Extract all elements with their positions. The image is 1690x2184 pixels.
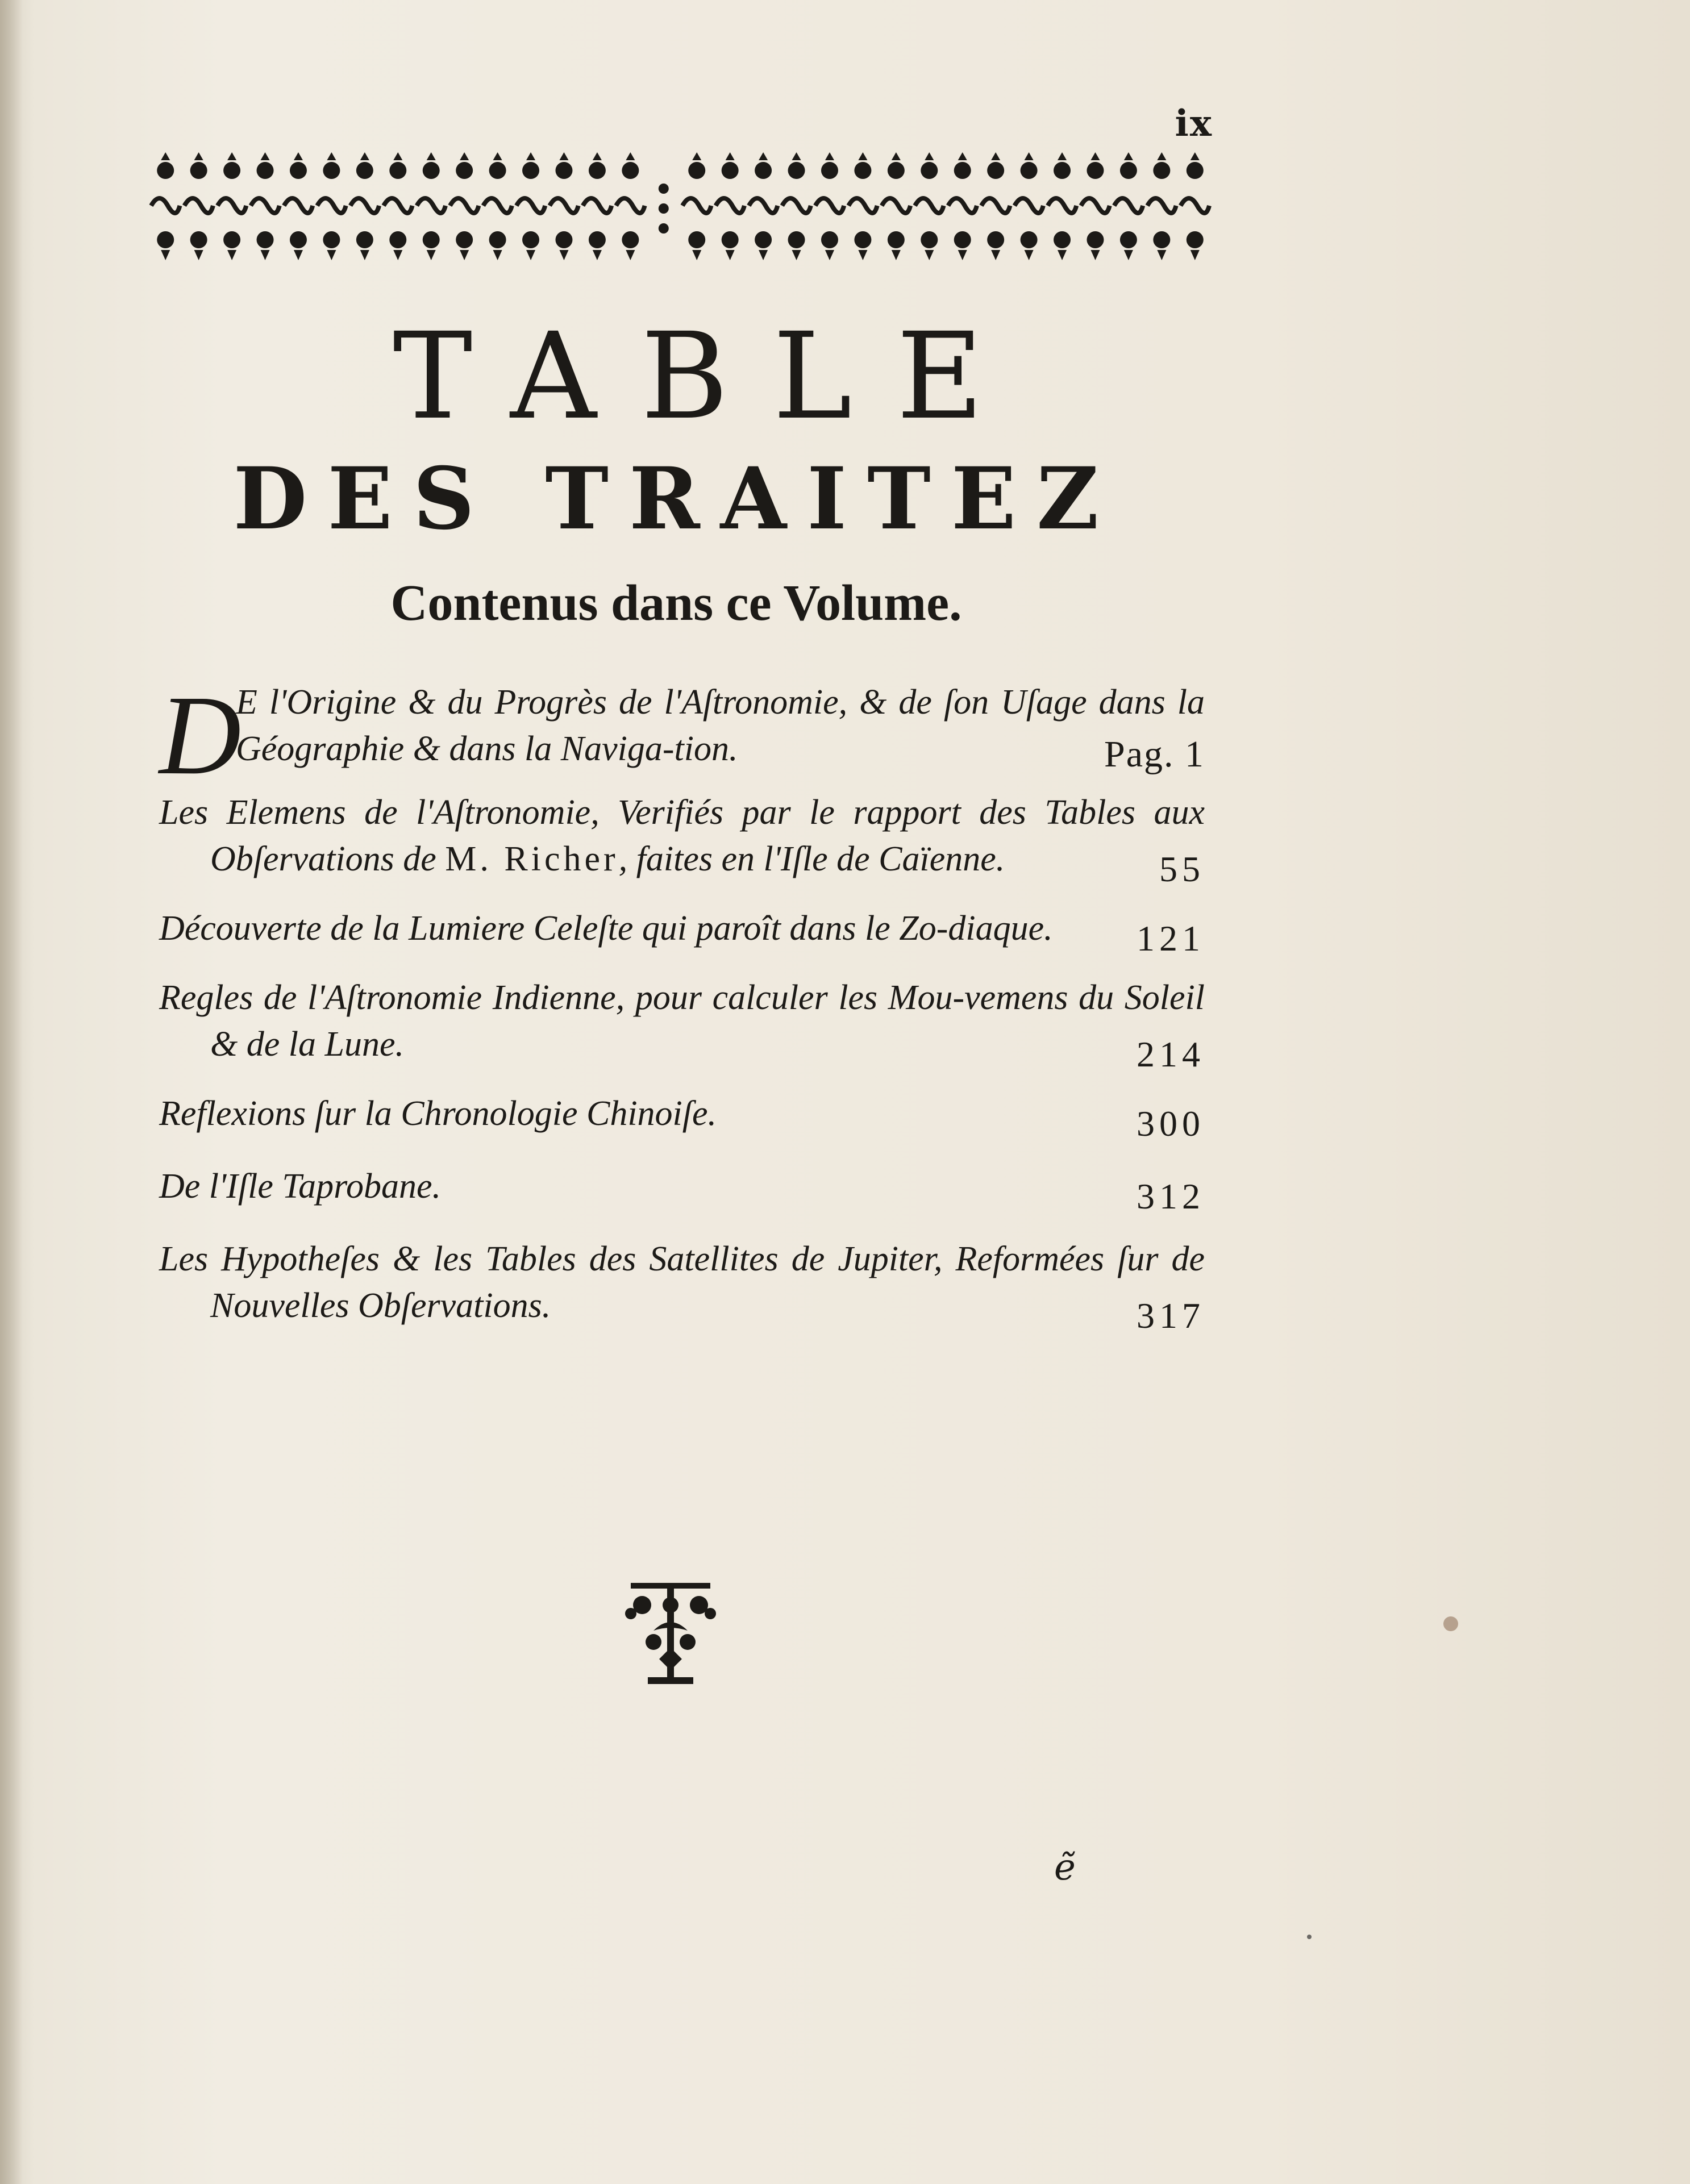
toc-entry-page: Pag. 1: [1104, 733, 1205, 775]
author-smallcaps: M. Richer: [445, 840, 619, 878]
subtitle-contenus: Contenus dans ce Volume.: [390, 575, 962, 631]
toc-entry: [159, 905, 1205, 958]
toc-entry-text: De l'Iſle Taprobane.: [159, 1167, 442, 1206]
fleuron-tailpiece: [619, 1579, 722, 1687]
toc-entry-text: Regles de l'Aſtronomie Indienne, pour calculer les Mou-vemens du Soleil & de la Lune.: [159, 978, 1205, 1064]
toc-entry-text: [159, 789, 1205, 882]
toc-entry-page: 55: [1159, 849, 1205, 889]
toc-entry-text: Découverte de la Lumiere Celeſte qui paroît dans le Zo-diaque.: [159, 909, 1053, 948]
toc-entry-text: E l'Origine & du Progrès de l'Aſtronomie, & de ſon Uſage dans la Géographie & dans la Naviga-tion.: [236, 683, 1205, 768]
toc-entry-page: 121: [1137, 918, 1205, 958]
foxing-spot: [1443, 1616, 1458, 1631]
toc-entry: [159, 1163, 1205, 1216]
signature-mark: ẽ: [1054, 1847, 1076, 1889]
toc-text-part: Les Elemens de l'Aſtronomie, Verifiés par le rapport des Tables aux Obſervations de: [159, 793, 1205, 878]
folio-number: ix: [1175, 102, 1213, 145]
toc-entry-text: Les Hypotheſes & les Tables des Satellites de Jupiter, Reformées ſur de Nouvelles Obſervations.: [159, 1240, 1205, 1325]
toc-entry-page: 312: [1137, 1176, 1205, 1216]
table-of-contents: [159, 673, 1205, 1336]
toc-entry: [159, 1236, 1205, 1336]
toc-entry-page: 317: [1137, 1295, 1205, 1336]
toc-text-part: , faites en l'Iſle de Caïenne.: [618, 840, 1005, 878]
title-table: TABLE: [393, 307, 1028, 446]
foxing-spot: [1307, 1935, 1312, 1939]
headpiece-ornament: [149, 149, 1212, 268]
toc-entry: [159, 974, 1205, 1074]
toc-entry-page: 300: [1137, 1103, 1205, 1144]
toc-entry: [159, 1090, 1205, 1144]
drop-cap: D: [159, 673, 242, 798]
toc-entry: [159, 789, 1205, 889]
toc-entry-page: 214: [1137, 1034, 1205, 1074]
toc-entry-text: Reflexions ſur la Chronologie Chinoiſe.: [159, 1094, 717, 1133]
toc-entry: [159, 673, 1205, 798]
title-des-traitez: DES TRAITEZ: [233, 449, 1119, 549]
